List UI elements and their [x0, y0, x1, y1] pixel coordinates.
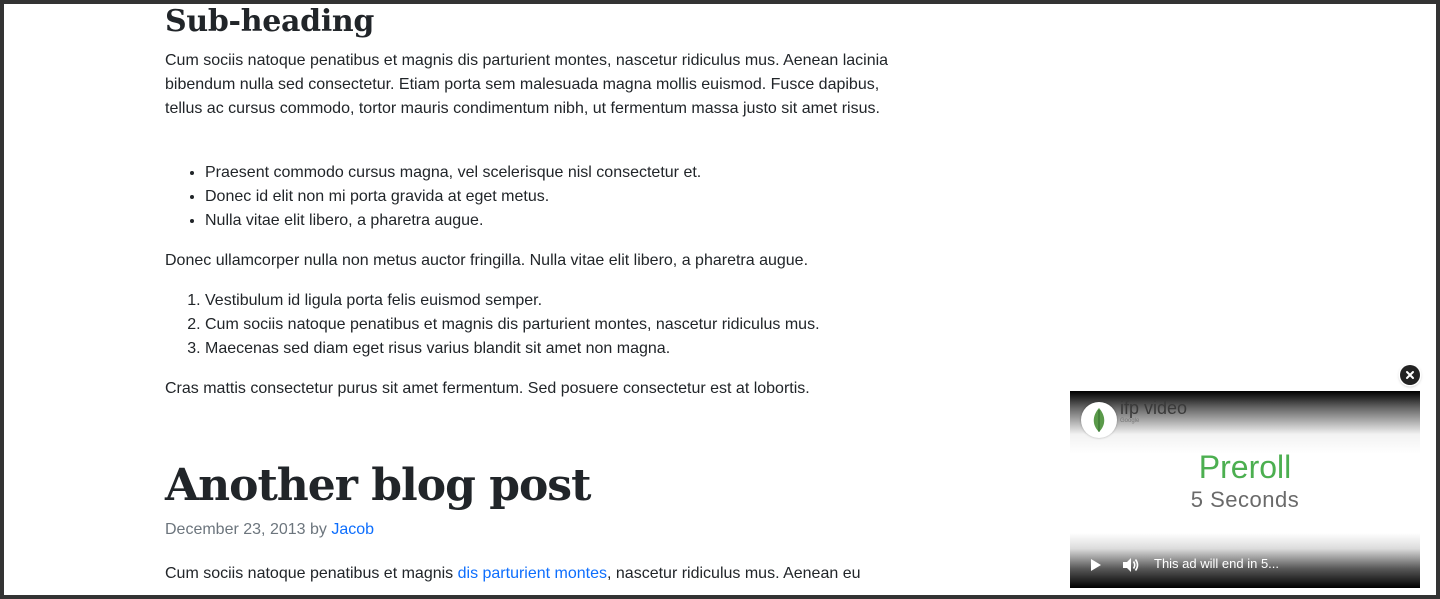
- close-ad-button[interactable]: [1400, 365, 1420, 385]
- list-item: 2. Cum sociis natoque penatibus et magnis dis parturient montes, nascetur ridiculus mus.: [205, 313, 820, 337]
- leaf-icon: [1081, 402, 1117, 438]
- ordered-list: [165, 289, 820, 361]
- play-icon: [1086, 556, 1104, 574]
- volume-icon: [1120, 555, 1140, 575]
- post-by: by: [309, 521, 327, 538]
- paragraph-3: Cras mattis consectetur purus sit amet fermentum. Sed posuere consectetur est at lobortis.: [165, 380, 810, 397]
- post-intro-text-after: , nascetur ridiculus mus. Aenean eu: [607, 565, 861, 582]
- player-controls: [1070, 542, 1420, 588]
- post-title-text[interactable]: Another blog post: [165, 460, 591, 511]
- sub-heading: Sub-heading: [165, 4, 375, 39]
- ad-title: ifp video: [1120, 398, 1188, 418]
- ad-video-player[interactable]: [1070, 391, 1420, 588]
- list-item: • Donec id elit non mi porta gravida at eget metus.: [205, 185, 701, 209]
- play-button[interactable]: [1086, 556, 1104, 574]
- list-item: • Praesent commodo cursus magna, vel scelerisque nisl consectetur et.: [205, 161, 701, 185]
- post-meta: [165, 518, 374, 542]
- paragraph-1: Cum sociis natoque penatibus et magnis dis parturient montes, nascetur ridiculus mus. Aenean lacinia bibendum nulla sed consectetur. Etiam porta sem malesuada magna mollis euismod. Fusce dapibus, tellus ac cursus commodo, tortor mauris condimentum nibh, ut fermentum massa justo sit amet risus.: [165, 52, 889, 117]
- intro-link[interactable]: dis parturient montes: [457, 565, 608, 582]
- bullet-list: [165, 161, 701, 233]
- paragraph-2: Donec ullamcorper nulla non metus auctor fringilla. Nulla vitae elit libero, a pharetra augue.: [165, 252, 809, 269]
- list-item: 1. Vestibulum id ligula porta felis euismod semper.: [205, 289, 820, 313]
- author-link[interactable]: Jacob: [331, 521, 375, 538]
- volume-button[interactable]: [1120, 555, 1140, 575]
- post-intro: [165, 562, 861, 586]
- ad-caption: Google: [1120, 418, 1140, 424]
- close-icon: [1405, 370, 1415, 380]
- list-item: 3. Maecenas sed diam eget risus varius blandit sit amet non magna.: [205, 337, 820, 361]
- post-date: December 23, 2013: [165, 521, 306, 538]
- ad-headline: Preroll: [1198, 449, 1292, 485]
- post-title[interactable]: [165, 460, 590, 511]
- ad-subline: 5 Seconds: [1190, 487, 1300, 512]
- list-item: • Nulla vitae elit libero, a pharetra augue.: [205, 209, 701, 233]
- post-intro-text: Cum sociis natoque penatibus et magnis: [165, 565, 458, 582]
- ad-countdown-text: This ad will end in 5...: [1154, 556, 1280, 571]
- advertiser-logo: [1081, 402, 1117, 438]
